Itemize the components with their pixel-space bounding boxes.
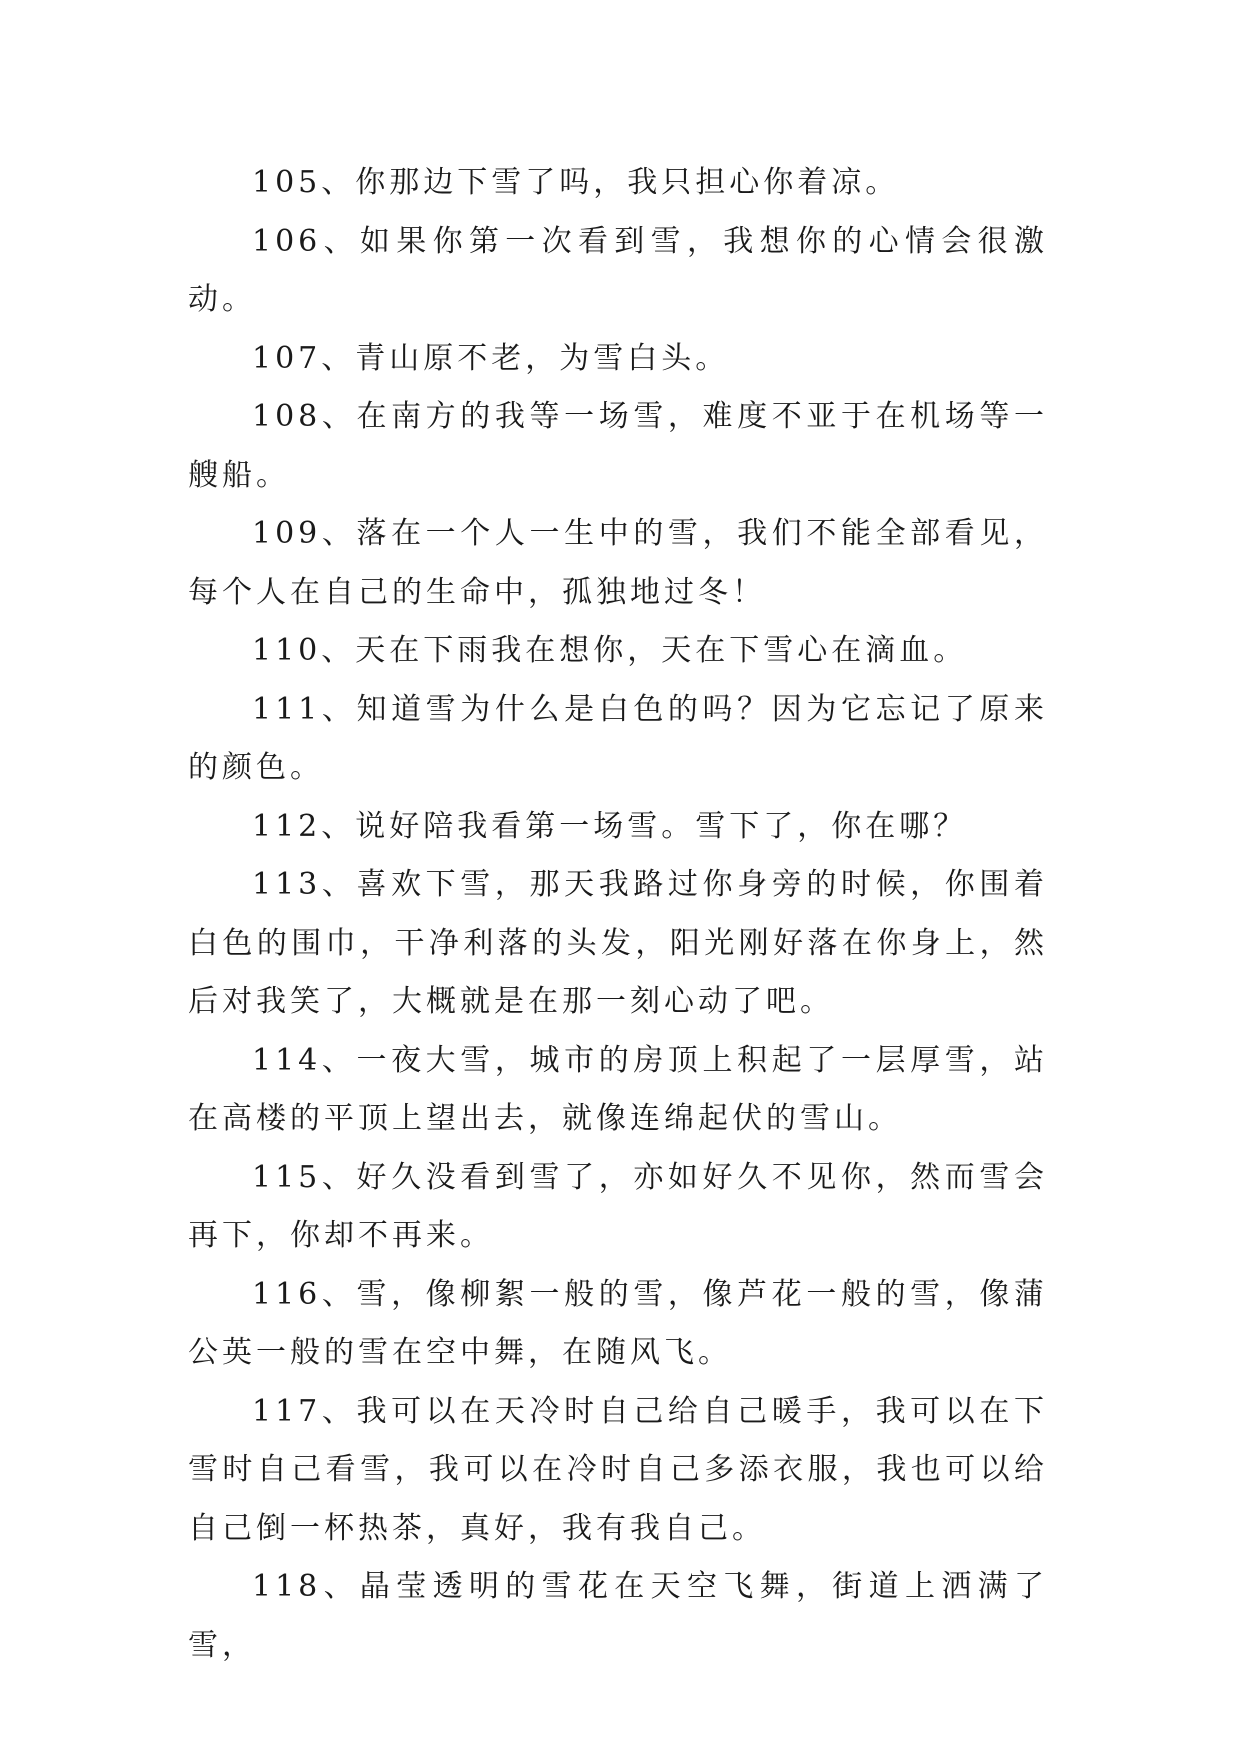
document-body <box>188 154 1048 1675</box>
paragraph-118: 118、晶莹透明的雪花在天空飞舞，街道上洒满了雪， <box>188 1569 1048 1663</box>
paragraph-117: 117、我可以在天冷时自己给自己暖手，我可以在下雪时自己看雪，我可以在冷时自己多添衣服，我也可以给自己倒一杯热茶，真好，我有我自己。 <box>188 1393 1048 1546</box>
paragraph-113: 113、喜欢下雪，那天我路过你身旁的时候，你围着白色的围巾，干净利落的头发，阳光刚好落在你身上，然后对我笑了，大概就是在那一刻心动了吧。 <box>188 867 1048 1019</box>
paragraph-106: 106、如果你第一次看到雪，我想你的心情会很激动。 <box>188 223 1048 317</box>
paragraph-110: 110、天在下雨我在想你，天在下雪心在滴血。 <box>252 633 968 668</box>
paragraph-109: 109、落在一个人一生中的雪，我们不能全部看见，每个人在自己的生命中，孤独地过冬！ <box>188 516 1048 610</box>
paragraph-105: 105、你那边下雪了吗，我只担心你着凉。 <box>252 165 900 200</box>
paragraph-116: 116、雪，像柳絮一般的雪，像芦花一般的雪，像蒲公英一般的雪在空中舞，在随风飞。 <box>188 1276 1048 1370</box>
paragraph-115: 115、好久没看到雪了，亦如好久不见你，然而雪会再下，你却不再来。 <box>188 1159 1048 1253</box>
paragraph-108: 108、在南方的我等一场雪，难度不亚于在机场等一艘船。 <box>188 399 1048 493</box>
paragraph-114: 114、一夜大雪，城市的房顶上积起了一层厚雪，站在高楼的平顶上望出去，就像连绵起伏的雪山。 <box>188 1042 1048 1136</box>
paragraph-107: 107、青山原不老，为雪白头。 <box>252 340 730 376</box>
paragraph-111: 111、知道雪为什么是白色的吗？因为它忘记了原来的颜色。 <box>188 691 1048 785</box>
paragraph-112: 112、说好陪我看第一场雪。雪下了，你在哪？ <box>252 808 968 844</box>
